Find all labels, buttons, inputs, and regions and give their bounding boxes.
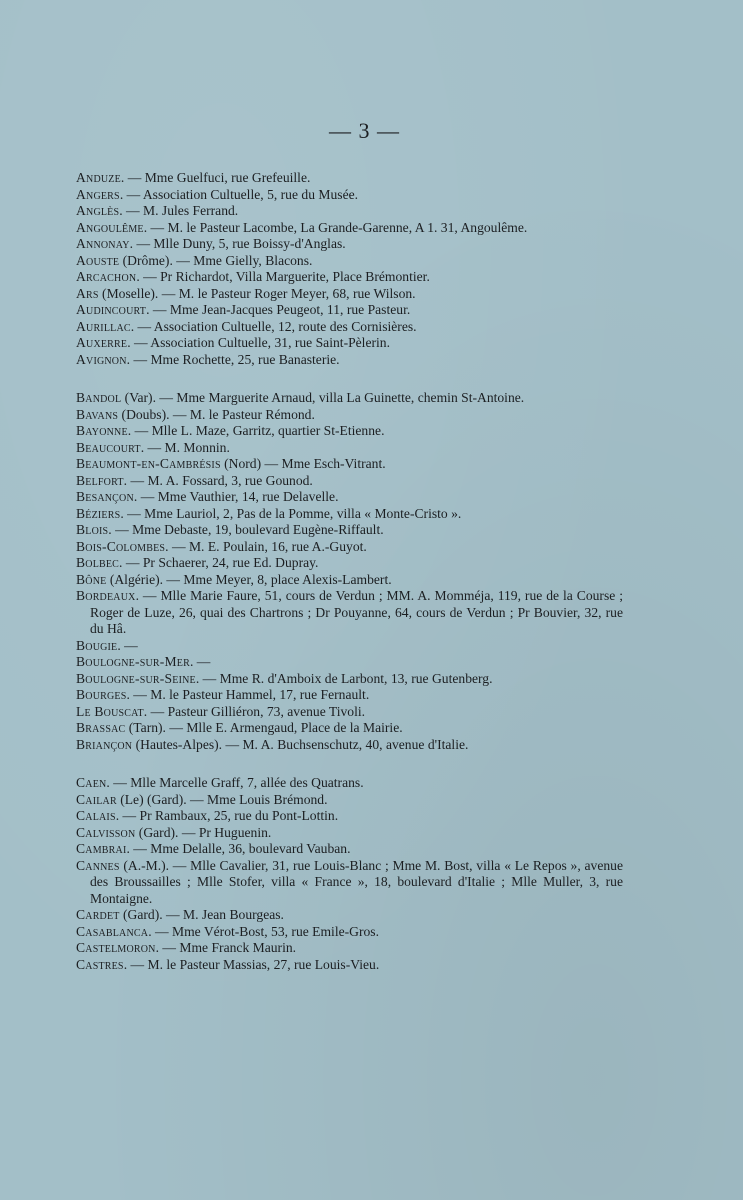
entry-text: (Doubs). — M. le Pasteur Rémond. (118, 406, 315, 422)
entry-place: Annonay (76, 236, 130, 251)
entry-place: Ars (76, 285, 99, 301)
entry-place: Caen (76, 775, 107, 790)
entry-place: Cannes (76, 857, 120, 873)
directory-entry (76, 269, 623, 286)
directory-entry (76, 187, 623, 204)
directory-entry (76, 170, 623, 187)
directory-entry (76, 858, 623, 908)
entry-text: . — Mme Jean-Jacques Peugeot, 11, rue Pasteur. (146, 302, 411, 317)
entry-place: Bandol (76, 390, 122, 405)
entry-text: (Gard). — M. Jean Bourgeas. (119, 907, 284, 922)
entry-text: . — (189, 654, 211, 669)
entry-place: Blois (76, 522, 109, 537)
directory-entry (76, 506, 623, 523)
entry-text: . — M. le Pasteur Hammel, 17, rue Fernault. (126, 687, 370, 702)
entry-text: . — (117, 637, 138, 653)
directory-entry (76, 588, 623, 638)
entry-place: Briançon (76, 736, 133, 752)
entry-text: . — Mme Vauthier, 14, rue Delavelle. (133, 489, 339, 504)
entry-place: Calvisson (76, 824, 136, 840)
entry-place: Bône (76, 571, 107, 587)
directory-entry (76, 957, 623, 974)
entry-place: Bougie (76, 637, 118, 653)
directory-section (76, 170, 623, 368)
entry-place: Aurillac (76, 318, 131, 334)
directory-entry (76, 775, 623, 792)
entry-text: . — M. E. Poulain, 16, rue A.-Guyot. (165, 538, 367, 554)
entry-text: (Tarn). — Mlle E. Armengaud, Place de la Mairie. (125, 720, 403, 735)
entry-place: Bayonne (76, 423, 128, 438)
entry-place: Avignon (76, 351, 127, 367)
entry-place: Boulogne-sur-Mer (76, 654, 190, 669)
directory-entry (76, 720, 623, 737)
entry-place: Bavans (76, 406, 119, 422)
directory-entry (76, 390, 623, 407)
directory-entry (76, 253, 623, 270)
entry-text: . — Mme Lauriol, 2, Pas de la Pomme, villa « Monte-Cristo ». (120, 505, 462, 521)
directory-entry (76, 407, 623, 424)
entry-place: Belfort (76, 472, 124, 488)
entry-text: . — Mlle Duny, 5, rue Boissy-d'Anglas. (129, 236, 346, 251)
entry-text: . — Pr Schaerer, 24, rue Ed. Dupray. (119, 555, 319, 570)
entry-place: Anglès (76, 203, 120, 218)
page-number: — 3 — (329, 118, 400, 143)
directory-entry (76, 808, 623, 825)
entry-place: Beaucourt (76, 439, 141, 455)
directory-entry (76, 352, 623, 369)
entry-text: (Hautes-Alpes). — M. A. Buchsenschutz, 40, avenue d'Italie. (132, 736, 469, 752)
directory-entry (76, 572, 623, 589)
entry-place: Boulogne-sur-Seine (76, 670, 196, 686)
directory-entry (76, 687, 623, 704)
entry-text: . — Mlle Marcelle Graff, 7, allée des Quatrans. (106, 775, 364, 790)
directory-entry (76, 924, 623, 941)
entry-place: Arcachon (76, 269, 137, 284)
directory-list (76, 170, 623, 973)
entry-text: . — Mme R. d'Amboix de Larbont, 13, rue Gutenberg. (195, 670, 493, 686)
entry-text: . — Pr Richardot, Villa Marguerite, Place Brémontier. (136, 269, 430, 284)
directory-entry (76, 654, 623, 671)
entry-text: (Le) (Gard). — Mme Louis Brémond. (116, 791, 328, 807)
entry-text: . — Pasteur Gilliéron, 73, avenue Tivoli. (143, 703, 366, 719)
entry-text: . — Mlle L. Maze, Garritz, quartier St-Etienne. (127, 423, 385, 438)
entry-place: Angoulême (76, 219, 144, 235)
entry-place: Angers (76, 186, 120, 202)
directory-entry (76, 825, 623, 842)
directory-entry (76, 440, 623, 457)
directory-entry (76, 302, 623, 319)
directory-entry (76, 489, 623, 506)
directory-entry (76, 907, 623, 924)
directory-entry (76, 473, 623, 490)
entry-place: Calais (76, 808, 116, 823)
directory-entry (76, 220, 623, 237)
entry-text: . — Pr Rambaux, 25, rue du Pont-Lottin. (115, 808, 339, 823)
entry-place: Besançon (76, 489, 134, 504)
entry-text: . — Mlle Marie Faure, 51, cours de Verdun ; MM. A. Momméja, 119, rue de la Course ; Roger de Luze, 26, quai des Chartrons ; Dr Pouyanne, 64, cours de Verdun ; Pr Bouvier, 32, rue du Hâ. (90, 588, 623, 636)
directory-entry (76, 423, 623, 440)
directory-entry (76, 841, 623, 858)
entry-text: . — M. Monnin. (140, 439, 230, 455)
entry-text: (Moselle). — M. le Pasteur Roger Meyer, 68, rue Wilson. (98, 285, 416, 301)
entry-place: Cambrai (76, 841, 127, 856)
entry-place: Brassac (76, 720, 126, 735)
directory-entry (76, 286, 623, 303)
entry-text: . — M. le Pasteur Massias, 27, rue Louis-Vieu. (123, 956, 380, 972)
entry-place: Castelmoron (76, 940, 156, 955)
entry-place: Castres (76, 956, 124, 972)
entry-text: . — Mme Vérot-Bost, 53, rue Emile-Gros. (148, 923, 379, 939)
entry-text: (Gard). — Pr Huguenin. (135, 824, 272, 840)
entry-text: . — Mme Delalle, 36, boulevard Vauban. (126, 841, 351, 856)
entry-text: . — Association Cultuelle, 31, rue Saint-Pèlerin. (127, 335, 390, 350)
entry-place: Anduze (76, 170, 121, 185)
entry-place: Bois-Colombes (76, 538, 166, 554)
directory-entry (76, 522, 623, 539)
entry-place: Cardet (76, 907, 120, 922)
directory-section (76, 390, 623, 753)
entry-place: Audincourt (76, 302, 147, 317)
entry-text: (A.-M.). — Mlle Cavalier, 31, rue Louis-Blanc ; Mme M. Bost, villa « Le Repos », avenue des Broussailles ; Mlle Stofer, villa « France », 18, boulevard d'Italie ; Mlle Muller, 3, rue Montaigne. (90, 857, 623, 906)
directory-entry (76, 704, 623, 721)
entry-place: Le Bouscat (76, 703, 144, 719)
entry-place: Bolbec (76, 555, 120, 570)
entry-text: . — Mme Guelfuci, rue Grefeuille. (120, 170, 311, 185)
entry-place: Cailar (76, 791, 117, 807)
entry-text: . — Mme Rochette, 25, rue Banasterie. (126, 351, 340, 367)
directory-entry (76, 638, 623, 655)
entry-place: Bourges (76, 687, 127, 702)
entry-text: . — Mme Franck Maurin. (155, 940, 297, 955)
entry-place: Auxerre (76, 335, 128, 350)
entry-text: (Var). — Mme Marguerite Arnaud, villa La Guinette, chemin St-Antoine. (121, 390, 525, 405)
directory-entry (76, 456, 623, 473)
entry-place: Beaumont-en-Cambrésis (76, 456, 221, 471)
entry-text: . — Mme Debaste, 19, boulevard Eugène-Riffault. (108, 522, 384, 537)
entry-place: Béziers (76, 505, 121, 521)
entry-place: Bordeaux (76, 588, 136, 603)
entry-place: Aouste (76, 252, 120, 268)
entry-text: . — Association Cultuelle, 12, route des Cornisières. (130, 318, 417, 334)
entry-text: (Nord) — Mme Esch-Vitrant. (220, 456, 386, 471)
entry-text: . — Association Cultuelle, 5, rue du Musée. (119, 186, 359, 202)
directory-entry (76, 940, 623, 957)
directory-entry (76, 203, 623, 220)
entry-text: (Drôme). — Mme Gielly, Blacons. (119, 252, 313, 268)
directory-entry (76, 671, 623, 688)
entry-text: (Algérie). — Mme Meyer, 8, place Alexis-Lambert. (106, 571, 392, 587)
directory-section (76, 775, 623, 973)
directory-entry (76, 539, 623, 556)
directory-entry (76, 319, 623, 336)
directory-entry (76, 236, 623, 253)
entry-text: . — M. A. Fossard, 3, rue Gounod. (123, 472, 313, 488)
directory-entry (76, 737, 623, 754)
entry-text: . — M. le Pasteur Lacombe, La Grande-Garenne, A 1. 31, Angoulême. (143, 219, 528, 235)
directory-entry (76, 792, 623, 809)
entry-place: Casablanca (76, 923, 149, 939)
entry-text: . — M. Jules Ferrand. (119, 203, 239, 218)
directory-entry (76, 335, 623, 352)
directory-entry (76, 555, 623, 572)
